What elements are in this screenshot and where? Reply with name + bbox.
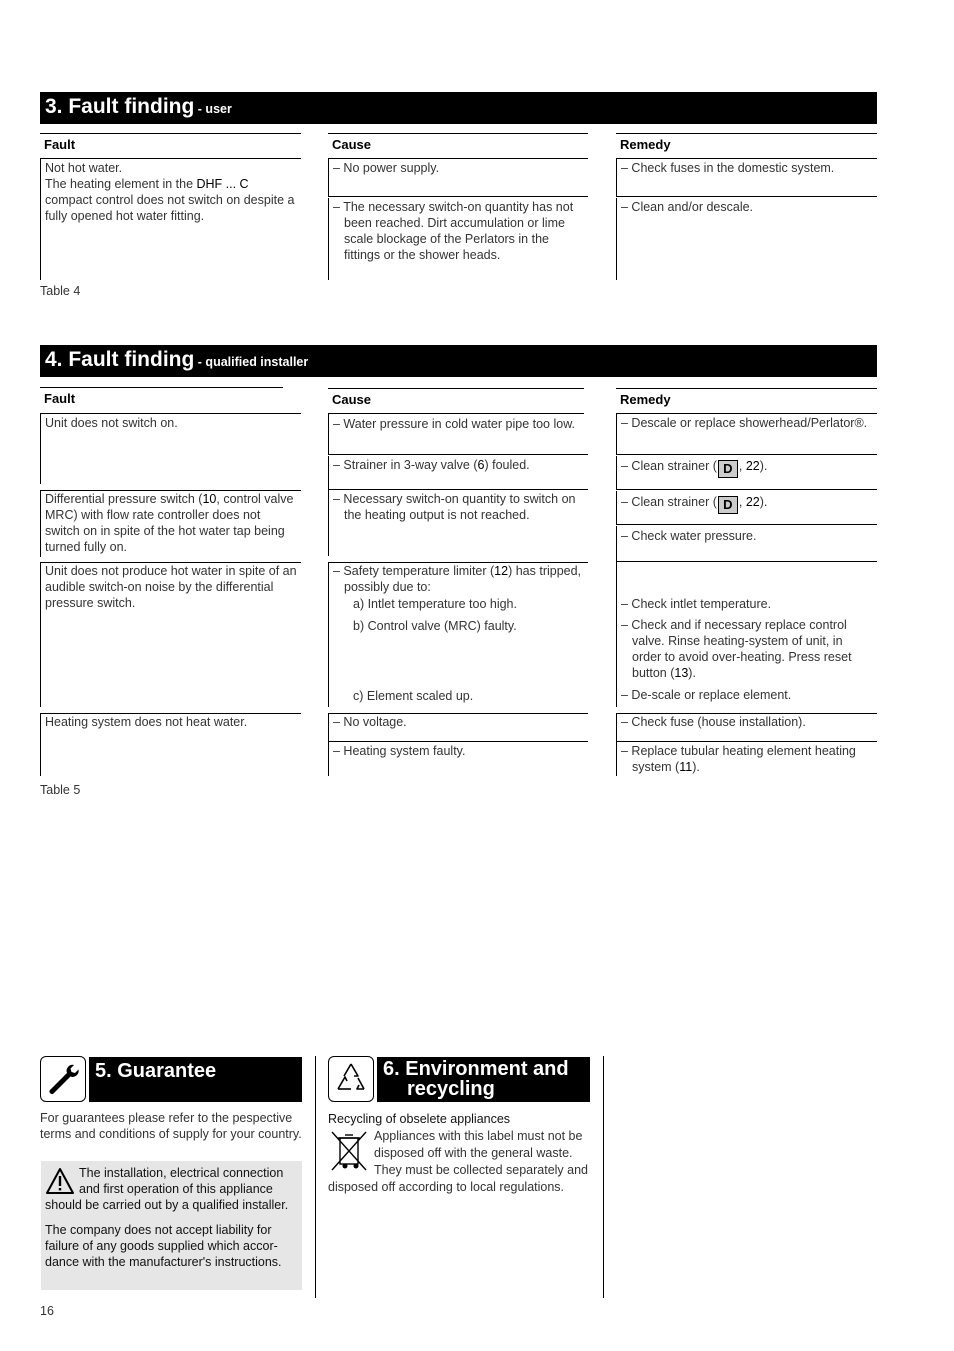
remedy-text: – Descale or replace showerhead/Perlator®. — [621, 416, 868, 430]
text-post: ). — [759, 459, 768, 473]
section-4-title-bar — [40, 345, 877, 377]
table4-caption: Table 4 — [40, 284, 81, 298]
part-number: 22 — [745, 459, 760, 473]
text-post: ) has tripped, possibly due to: — [344, 564, 582, 594]
section-3-title-bar — [40, 92, 877, 124]
cause-text: – The necessary switch-on quantity has not been reached. Dirt accumulation or lime scale blockage of the Perlators in the fittings or the shower heads. — [333, 200, 574, 262]
environment-text: Appliances with this label must not be disposed off with the general waste. They must be collected separately and disposed off according to local regulations. — [328, 1129, 589, 1194]
section-3-title: 3. Fault finding — [45, 95, 195, 118]
section-4-title: 4. Fault finding — [45, 348, 195, 371]
table5-row1-cause-b — [328, 456, 588, 490]
part-number: 6 — [477, 458, 485, 472]
remedy-text: – Clean strainer ( D , 22). — [621, 459, 768, 476]
table5-row4-remedy-b — [616, 742, 877, 776]
table4-remedy-1 — [616, 159, 877, 197]
remedy-text: – Clean and/or descale. — [621, 200, 754, 214]
text-post: , control valve MRC) with flow rate controller does not switch on in spite of the hot water tap being turned fully on. — [45, 492, 294, 554]
environment-title-line1: 6. Environment and — [383, 1058, 569, 1080]
table4-cause-2 — [328, 198, 588, 280]
remedy-text — [621, 743, 873, 775]
cause-text — [333, 563, 584, 595]
table5-header-cause: Cause — [328, 388, 584, 414]
table5-row4-cause-a — [328, 713, 588, 742]
text-post: ). — [692, 760, 700, 774]
recycle-icon — [328, 1056, 374, 1102]
table5-row3-fault — [40, 562, 301, 707]
section-3-subtitle: - user — [194, 102, 232, 116]
text-pre: – Clean strainer ( — [621, 495, 717, 509]
table5-row1-remedy-a — [616, 414, 877, 455]
text-pre: Differential pressure switch ( — [45, 492, 203, 506]
part-number: 10 — [202, 492, 217, 506]
cause-text — [333, 457, 584, 473]
section-4-subtitle: - qualified installer — [194, 355, 309, 369]
table5-row1-fault — [40, 414, 301, 484]
text-post: ). — [759, 495, 768, 509]
warning-text-2: The company does not accept liability for failure of any goods supplied which accor-dance with the manufacturer's instructions. — [45, 1223, 282, 1269]
warning-triangle-icon — [45, 1167, 77, 1197]
remedy-text-c: – De-scale or replace element. — [621, 688, 792, 702]
crossed-bin-icon — [328, 1128, 372, 1176]
remedy-text: – Clean strainer ( D , 22). — [621, 495, 768, 512]
table4-cause-1 — [328, 159, 588, 197]
table5-row3-remedy — [616, 562, 877, 707]
table5-row4-cause-b — [328, 742, 588, 776]
text-pre: – Check and if necessary replace control valve. Rinse heating-system of unit, in order to avoid over-heating. Press reset button ( — [621, 618, 852, 680]
guarantee-title: 5. Guarantee — [89, 1057, 302, 1102]
cause-sub-a: a) Intlet temperature too high. — [353, 597, 517, 611]
table5-row4-fault — [40, 713, 301, 776]
remedy-text: – Check water pressure. — [621, 529, 757, 543]
remedy-text: – Check fuses in the domestic system. — [621, 161, 835, 175]
part-number: 12 — [494, 564, 509, 578]
text-post: ). — [688, 666, 696, 680]
fault-text: Unit does not switch on. — [45, 416, 178, 430]
table5-row2-remedy-b — [616, 526, 877, 562]
table5-header-remedy: Remedy — [616, 388, 877, 414]
column-divider-left — [315, 1056, 316, 1298]
table5-row1-cause-a — [328, 414, 588, 455]
cause-sub-b: b) Control valve (MRC) faulty. — [353, 619, 517, 633]
text-pre: – Safety temperature limiter ( — [333, 564, 495, 578]
part-number: 11 — [679, 760, 693, 774]
text-pre: – Replace tubular heating element heating system ( — [621, 744, 856, 774]
table4-remedy-2 — [616, 198, 877, 280]
figure-d-badge: D — [718, 460, 738, 478]
fault-text-post: compact control does not switch on despite a fully opened hot water fitting. — [45, 193, 295, 223]
table5-row4-remedy-a — [616, 713, 877, 742]
table4-fault-cell — [40, 159, 301, 280]
table4-header-fault: Fault — [40, 133, 301, 159]
text-pre: – Strainer in 3-way valve ( — [333, 458, 478, 472]
guarantee-warning-box — [41, 1161, 302, 1290]
column-divider-right — [603, 1056, 604, 1298]
table4-header-remedy: Remedy — [616, 133, 877, 159]
table4-fault-line1: Not hot water. — [45, 161, 123, 175]
remedy-text-b — [621, 617, 873, 681]
wrench-icon — [40, 1056, 86, 1102]
text-pre: – Clean strainer ( — [621, 459, 717, 473]
cause-text: – No power supply. — [333, 161, 440, 175]
table4-fault-line2 — [45, 176, 297, 224]
cause-text: – No voltage. — [333, 715, 407, 729]
warning-text-1: The installation, electrical connection and first operation of this appliance should be carried out by a qualified installer. — [45, 1166, 289, 1212]
figure-d-badge: D — [718, 496, 738, 514]
cause-sub-c: c) Element scaled up. — [353, 689, 474, 703]
table4-header-cause: Cause — [328, 133, 588, 159]
cause-text: – Necessary switch-on quantity to switch on the heating output is not reached. — [333, 492, 576, 522]
table5-caption: Table 5 — [40, 783, 81, 797]
table5-row1-remedy-b — [616, 456, 877, 490]
fault-model: DHF ... C — [196, 177, 249, 191]
part-number: 13 — [674, 666, 689, 680]
table5-row2-cause — [328, 490, 590, 556]
cause-text: – Water pressure in cold water pipe too low. — [333, 417, 576, 431]
fault-text — [45, 491, 297, 555]
page-number: 16 — [40, 1304, 54, 1318]
fault-text: Heating system does not heat water. — [45, 715, 248, 729]
table5-row3-cause — [328, 562, 588, 707]
table5-row2-remedy-a — [616, 491, 877, 525]
environment-title — [377, 1057, 590, 1102]
table5-header-fault: Fault — [40, 388, 301, 414]
environment-title-line2: recycling — [407, 1078, 495, 1100]
fault-text: Unit does not produce hot water in spite of an audible switch-on noise by the differential pressure switch. — [45, 564, 297, 610]
remedy-text-a: – Check intlet temperature. — [621, 597, 772, 611]
remedy-text: – Check fuse (house installation). — [621, 715, 806, 729]
part-number: 22 — [745, 495, 760, 509]
environment-text-block — [328, 1128, 592, 1196]
cause-text: – Heating system faulty. — [333, 744, 466, 758]
table5-row2-fault — [40, 490, 301, 557]
text-post: ) fouled. — [484, 458, 530, 472]
fault-text-pre: The heating element in the — [45, 177, 197, 191]
guarantee-text: For guarantees please refer to the pespective terms and conditions of supply for your country. — [40, 1111, 302, 1141]
environment-subheading: Recycling of obselete appliances — [328, 1112, 511, 1126]
